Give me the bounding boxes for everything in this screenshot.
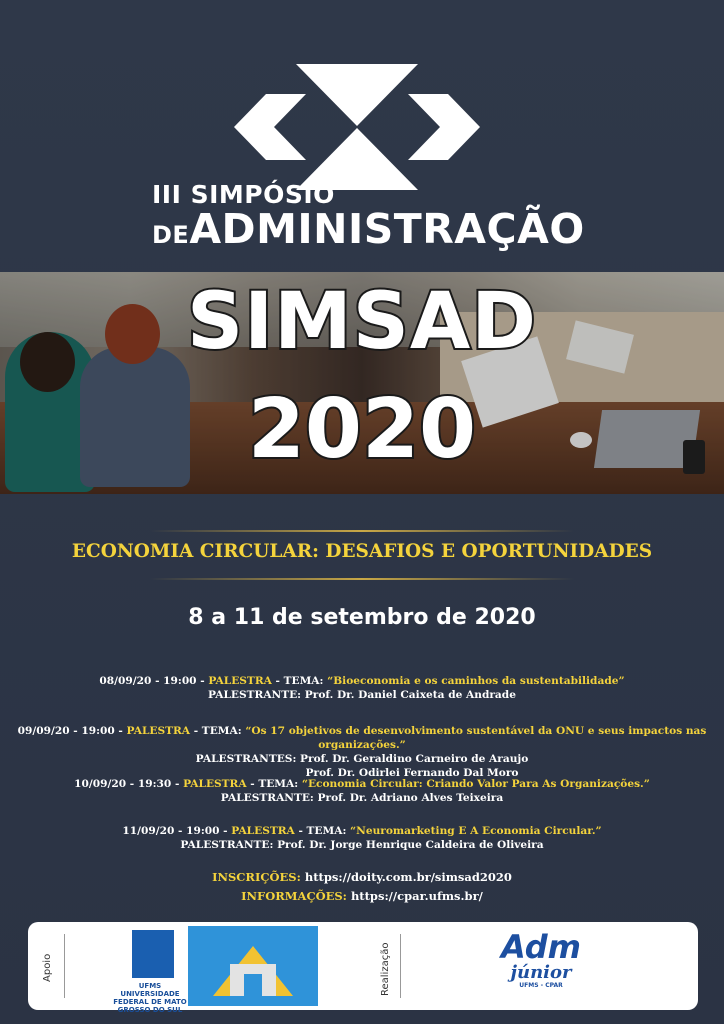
speaker-name: Prof. Dr. Odirlei Fernando Dal Moro [305, 767, 519, 779]
campus-building-icon [188, 926, 318, 1006]
adm-logo-caption: UFMS - CPAR [519, 982, 563, 989]
event-datetime: 10/09/20 - 19:30 - [74, 778, 184, 790]
info-label: INFORMAÇÕES: [241, 889, 351, 903]
event-datetime: 09/09/20 - 19:00 - [17, 725, 127, 737]
event-tema-label: - TEMA: [190, 725, 246, 737]
speaker-label: PALESTRANTE: [208, 689, 305, 701]
symposium-edition: III SIMPÓSIO [152, 180, 335, 209]
support-label: Apoio [42, 953, 53, 982]
speaker-name: Prof. Dr. Geraldino Carneiro de Araujo [300, 753, 529, 765]
event-year: 2020 [247, 382, 477, 477]
event-datetime: 08/09/20 - 19:00 - [99, 675, 209, 687]
event-tema: “Neuromarketing E A Economia Circular.” [350, 825, 602, 837]
adm-logo-word: Adm [500, 928, 582, 966]
event-tema: “Economia Circular: Criando Valor Para As Organizações.” [301, 778, 650, 790]
ufms-name [110, 982, 190, 1014]
registration-label: INSCRIÇÕES: [212, 870, 305, 884]
speaker-label: PALESTRANTE: [220, 792, 318, 804]
event-dates: 8 a 11 de setembro de 2020 [188, 605, 536, 630]
adm-junior-logo [476, 930, 606, 1006]
campus-logo [188, 926, 318, 1006]
symposium-title [152, 205, 585, 253]
event-tema-label: - TEMA: [271, 675, 328, 687]
event-type: PALESTRA [208, 675, 272, 687]
event-theme: ECONOMIA CIRCULAR: DESAFIOS E OPORTUNIDADES [71, 541, 653, 562]
speaker-name: Prof. Dr. Jorge Henrique Caldeira de Oliveira [277, 839, 544, 851]
speaker-label: PALESTRANTE: [180, 839, 278, 851]
info-link[interactable]: https://cpar.ufms.br/ [350, 889, 483, 903]
divider [64, 934, 65, 998]
organizer-label: Realização [380, 942, 391, 996]
speaker-name: Prof. Dr. Adriano Alves Teixeira [317, 792, 504, 804]
divider [400, 934, 401, 998]
junior-logo-word: júnior [510, 962, 572, 983]
event-datetime: 11/09/20 - 19:00 - [122, 825, 232, 837]
ufms-abbr: UFMS [138, 982, 162, 990]
speaker-name: Prof. Dr. Daniel Caixeta de Andrade [304, 689, 516, 701]
symposium-title-main: ADMINISTRAÇÃO [189, 205, 585, 253]
schedule-item [0, 674, 724, 702]
event-type: PALESTRA [231, 825, 295, 837]
registration-link[interactable]: https://doity.com.br/simsad2020 [304, 870, 512, 884]
speaker-label: PALESTRANTES: [195, 753, 301, 765]
event-tema: “Os 17 objetivos de desenvolvimento sustentável da ONU e seus impactos nas organizações.” [245, 725, 707, 751]
event-type: PALESTRA [183, 778, 247, 790]
event-type: PALESTRA [126, 725, 191, 737]
symposium-logo-icon [226, 64, 488, 190]
ufms-fullname: UNIVERSIDADE FEDERAL DE MATO GROSSO DO SUL [113, 990, 187, 1014]
event-tema: “Bioeconomia e os caminhos da sustentabilidade” [327, 675, 625, 687]
ufms-logo [110, 930, 190, 1014]
event-tema-label: - TEMA: [246, 778, 302, 790]
ufms-emblem-icon [132, 930, 174, 978]
info-line [0, 889, 724, 903]
schedule-item [0, 824, 724, 852]
header-logo-area [0, 0, 724, 272]
divider [150, 530, 574, 532]
symposium-title-prefix: DE [152, 221, 190, 249]
registration-line [0, 870, 724, 884]
event-tema-label: - TEMA: [294, 825, 351, 837]
schedule-item [0, 777, 724, 805]
divider [150, 578, 574, 580]
event-name: SIMSAD [186, 277, 538, 367]
schedule-item [0, 724, 724, 780]
sponsor-strip [28, 922, 698, 1014]
